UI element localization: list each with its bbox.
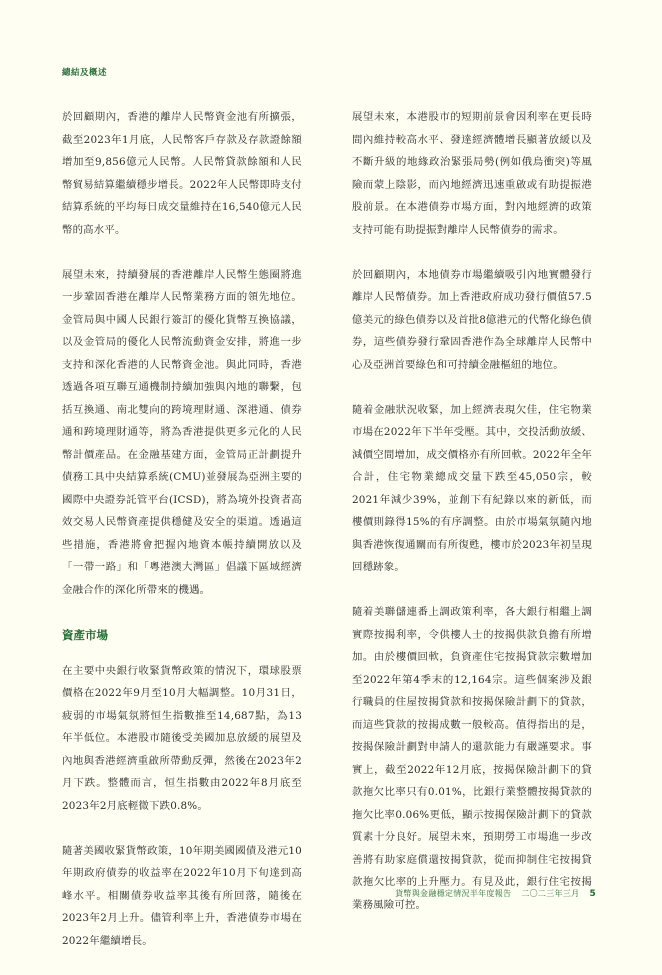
paragraph: 在主要中央銀行收緊貨幣政策的情況下，環球股票價格在2022年9月至10月大幅調整。10月31日，疲弱的市場氣氛將恒生指數推至14,687點，為13年半低位。本港股市隨後受美國加息放緩的展望及內地與香港經濟重啟所帶動反彈，然後在2023年2月下跌。整體而言，恒生指數由2022年8月底至2023年2月底輕微下跌0.8%。	[62, 664, 302, 812]
section-header: 總結及概述	[62, 68, 108, 78]
paragraph: 隨著美國收緊貨幣政策，10年期美國國債及港元10年期政府債券的收益率在2022年10月下旬達到高峰水平。相關債券收益率其後有所回落，隨後在2023年2月上升。儘管利率上升，香港債券市場在2022年繼續增長。	[62, 844, 302, 947]
paragraph: 展望未來，持續發展的香港離岸人民幣生態圈將進一步鞏固香港在離岸人民幣業務方面的領先地位。金管局與中國人民銀行簽訂的優化貨幣互換協議，以及金管局的優化人民幣流動資金安排，將進一步支持和深化香港的人民幣資金池。與此同時，香港透過各項互聯互通機制持續加強與內地的聯繫，包括互換通、南北雙向的跨境理財通、深港通、債券通和跨境理財通等，將為香港提供更多元化的人民幣計價產品。在金融基建方面，金管局正計劃提升債務工具中央結算系統(CMU)並發展為亞洲主要的國際中央證券託管平台(ICSD)，將為境外投資者高效交易人民幣資產提供穩健及安全的渠道。透過這些措施，香港將會把握內地資本帳持續開放以及「一帶一路」和「粵港澳大灣區」倡議下區域經濟金融合作的深化所帶來的機遇。	[62, 268, 302, 596]
page-number: 5	[589, 888, 596, 899]
paragraph: 於回顧期內，香港的離岸人民幣資金池有所擴張，截至2023年1月底，人民幣客戶存款及存款證餘額增加至9,856億元人民幣。人民幣貸款餘額和人民幣貿易結算繼續穩步增長。2022年人民幣即時支付結算系統的平均每日成交量維持在16,540億元人民幣的高水平。	[62, 111, 302, 236]
section-title: 資產市場	[62, 627, 108, 642]
left-column	[62, 106, 302, 975]
paragraph: 於回顧期內，本地債券市場繼續吸引內地實體發行離岸人民幣債券。加上香港政府成功發行價值57.5億美元的綠色債券以及首批8億港元的代幣化綠色債券，這些債券發行鞏固香港作為全球離岸人民幣中心及亞洲首要綠色和可持續金融樞紐的地位。	[352, 268, 592, 371]
right-column	[352, 106, 592, 939]
page-footer	[395, 888, 596, 899]
paragraph: 展望未來，本港股市的短期前景會因利率在更長時間內維持較高水平、發達經濟體增長顯著放緩以及不斷升級的地緣政治緊張局勢(例如俄烏衝突)等風險而蒙上陰影，而內地經濟迅速重啟或有助提振港股前景。在本港債券市場方面，對內地經濟的政策支持可能有助提振對離岸人民幣債券的需求。	[352, 111, 592, 236]
paragraph: 隨着金融狀況收緊，加上經濟表現欠佳，住宅物業市場在2022年下半年受壓。其中，交投活動放緩、減價空間增加，成交價格亦有所回軟。2022年全年合計，住宅物業總成交量下跌至45,050宗，較2021年減少39%，並創下有紀錄以來的新低，而樓價則錄得15%的有序調整。由於市場氣氛隨內地與香港恢復通關而有所復甦，樓市於2023年初呈現回穩跡象。	[352, 403, 592, 573]
paragraph: 隨着美聯儲連番上調政策利率，各大銀行相繼上調實際按揭利率，令供樓人士的按揭供款負擔有所增加。由於樓價回軟，負資產住宅按揭貸款宗數增加至2022年第4季末的12,164宗。這些個案涉及銀行職員的住屋按揭貸款和按揭保險計劃下的貸款，而這些貸款的按揭成數一般較高。值得指出的是，按揭保險計劃對申請人的還款能力有嚴謹要求。事實上，截至2022年12月底，按揭保險計劃下的貸款拖欠比率只有0.01%，比銀行業整體按揭貸款的拖欠比率0.06%更低，顯示按揭保險計劃下的貸款質素十分良好。展望未來，預期勞工市場進一步改善將有助家庭償還按揭貸款，從而抑制住宅按揭貸款拖欠比率的上升壓力。有見及此，銀行住宅按揭業務風險可控。	[352, 606, 592, 911]
report-date: 二〇二三年三月	[521, 889, 580, 898]
report-title: 貨幣與金融穩定情況半年度報告	[395, 889, 512, 898]
